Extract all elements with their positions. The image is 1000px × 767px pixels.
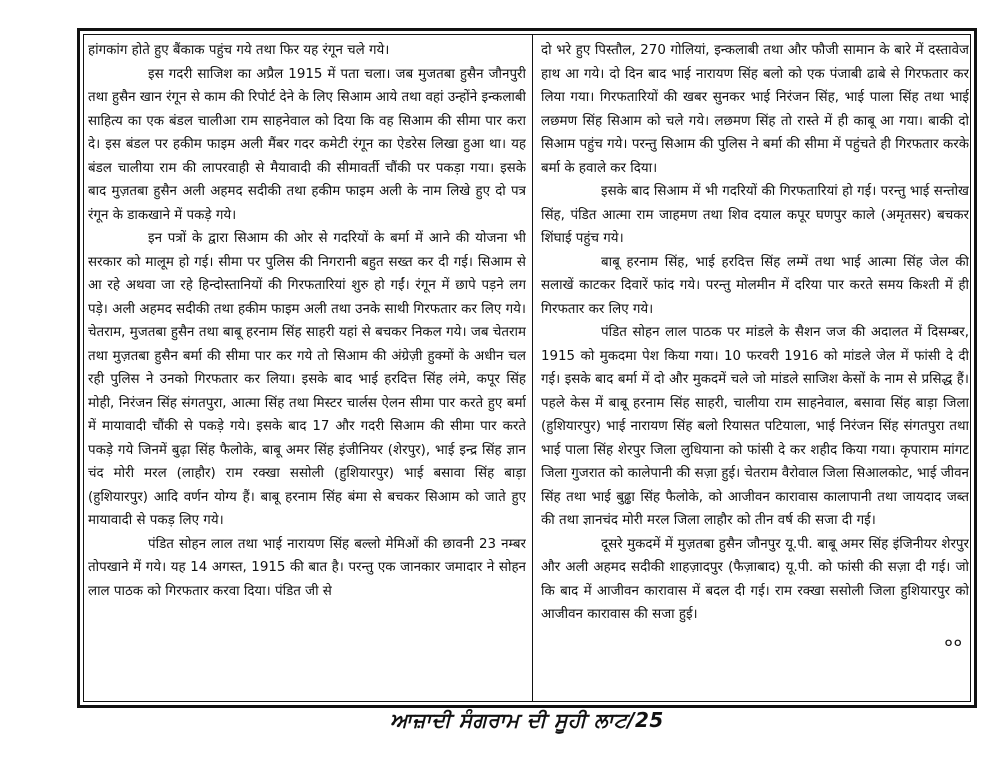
right-paragraph-3: बाबू हरनाम सिंह, भाई हरदित्त सिंह लम्में तथा भाई आत्मा सिंह जेल की सलाखें काटकर दिवारें फांद गये। परन्तु मोलमीन में दरिया पार करते समय किश्ती में ही गिरफतार कर लिए गये।	[541, 254, 969, 317]
right-column	[541, 39, 969, 703]
left-paragraph-4: पंडित सोहन लाल तथा भाई नारायण सिंह बल्लो मेमिओं की छावनी 23 नम्बर तोपखाने में गये। यह 14 अगस्त, 1915 की बात है। परन्तु एक जानकार जमादार ने सोहन लाल पाठक को गिरफतार करवा दिया। पंडित जी से	[88, 536, 526, 599]
right-paragraph-4: पंडित सोहन लाल पाठक पर मांडले के सैशन जज की अदालत में दिसम्बर, 1915 को मुकदमा पेश किया गया। 10 फरवरी 1916 को मांडले जेल में फांसी दे दी गई। इसके बाद बर्मा में दो और मुकदमें चले जो मांडले साजिश केसों के नाम से प्रसिद्ध हैं। पहले केस में बाबू हरनाम सिंह साहरी, चालीया राम साहनेवाल, बसावा सिंह बाड़ा जिला (हुशियारपुर) भाई नारायण सिंह बलो रियासत पटियाला, भाई निरंजन सिंह संगतपुरा तथा भाई पाला सिंह शेरपुर जिला लुधियाना को फांसी दे कर शहीद किया गया। कृपाराम मांगट जिला गुजरात को कालेपानी की सज़ा हुई। चेतराम वैरोवाल जिला सिआलकोट, भाई जीवन सिंह तथा भाई बुढ्ढा सिंह फैलोके, को आजीवन कारावास कालापानी तथा जायदाद जब्त की तथा ज्ञानचंद मोरी मरल जिला लाहौर को तीन वर्ष की सजा दी गई।	[541, 325, 969, 528]
left-paragraph-1: हांगकांग होते हुए बैंकाक पहुंच गये तथा फिर यह रंगून चले गये।	[88, 43, 390, 58]
end-mark: ००	[944, 632, 963, 652]
left-column	[88, 39, 526, 703]
right-paragraph-2: इसके बाद सिआम में भी गदरियों की गिरफतारियां हो गई। परन्तु भाई सन्तोख सिंह, पंडित आत्मा राम जाहमण तथा शिव दयाल कपूर घणपुर काले (अमृतसर) बचकर शिंघाई पहुंच गये।	[541, 184, 969, 246]
right-paragraph-5: दूसरे मुकदमें में मुज़तबा हुसैन जौनपुर यू.पी. बाबू अमर सिंह इंजिनीयर शेरपुर और अली अहमद सदीकी शाहज़ादपुर (फैज़ाबाद) यू.पी. को फांसी की सज़ा दी गई। जो कि बाद में आजीवन कारावास में बदल दी गई। राम रक्खा ससोली जिला हुशियारपुर को आजीवन कारावास की सजा हुई।	[541, 536, 969, 622]
page-frame	[77, 28, 977, 708]
left-paragraph-3: इन पत्रों के द्वारा सिआम की ओर से गदरियों के बर्मा में आने की योजना भी सरकार को मालूम हो गई। सीमा पर पुलिस की निगरानी बहुत सख्त कर दी गई। सिआम से आ रहे अथवा जा रहे हिन्दोस्तानियों की गिरफतारियां शुरु हो गईं। रंगून में छापे पड़ने लग पड़े। अली अहमद सदीकी तथा हकीम फाइम अली तथा उनके साथी गिरफतार कर लिए गये। चेतराम, मुजतबा हुसैन तथा बाबू हरनाम सिंह साहरी यहां से बचकर निकल गये। जब चेतराम तथा मुज़तबा हुसैन बर्मा की सीमा पार कर गये तो सिआम की अंग्रेज़ी हुक्मों के अधीन चल रही पुलिस ने उनको गिरफतार कर लिया। इसके बाद भाई हरदित्त सिंह लंमे, कपूर सिंह मोही, निरंजन सिंह संगतपुरा, आत्मा सिंह तथा मिस्टर चार्लस ऐलन सीमा पार करते हुए बर्मा में मायावादी चौंकी से पकड़े गये। इसके बाद 17 और गदरी सिआम की सीमा पार करते पकड़े गये जिनमें बुढ़ा सिंह फैलोके, बाबू अमर सिंह इंजीनियर (शेरपुर), भाई इन्द्र सिंह ज्ञान चंद मोरी मरल (लाहौर) राम रक्खा ससोली (हुशियारपुर) भाई बसावा सिंह बाड़ा (हुशियारपुर) आदि वर्णन योग्य हैं। बाबू हरनाम सिंह बंमा से बचकर सिआम को जाते हुए मायावादी से पकड़ लिए गये।	[88, 231, 526, 528]
column-divider	[532, 35, 533, 701]
right-paragraph-1: दो भरे हुए पिस्तौल, 270 गोलियां, इन्कलाबी तथा और फौजी सामान के बारे में दस्तावेज हाथ आ गये। दो दिन बाद भाई नारायण सिंह बलो को एक पंजाबी ढाबे से गिरफतार कर लिया गया। गिरफतारियों की खबर सुनकर भाई निरंजन सिंह, भाई पाला सिंह तथा भाई लछमण सिंह सिआम को चले गये। लछमण सिंह तो रास्ते में ही काबू आ गया। बाकी दो सिआम पहुंच गये। परन्तु सिआम की पुलिस ने बर्मा की सीमा में पहुंचते ही गिरफतार करके बर्मा के हवाले कर दिया।	[541, 43, 969, 176]
page-footer: ਆਜ਼ਾਦੀ ਸੰਗਰਾਮ ਦੀ ਸੂਹੀ ਲਾਟ/25	[390, 708, 664, 732]
left-paragraph-2: इस गदरी साजिश का अप्रैल 1915 में पता चला। जब मुजतबा हुसैन जौनपुरी तथा हुसैन खान रंगून से काम की रिपोर्ट देने के लिए सिआम आये तथा वहां उन्होंने इन्कलाबी साहित्य का एक बंडल चालीआ राम साहनेवाल को दिया कि वह सिआम की सीमा पार करा दे। इस बंडल पर हकीम फाइम अली मैंबर गदर कमेटी रंगून का ऐडरेस लिखा हुआ था। यह बंडल चालीया राम की लापरवाही से मैयावादी की सीमावर्ती चौंकी पर पकड़ा गया। इसके बाद मुज़तबा हुसैन अली अहमद सदीकी तथा हकीम फाइम अली के नाम लिखे हुए दो पत्र रंगून के डाकखाने में पकड़े गये।	[88, 66, 526, 223]
